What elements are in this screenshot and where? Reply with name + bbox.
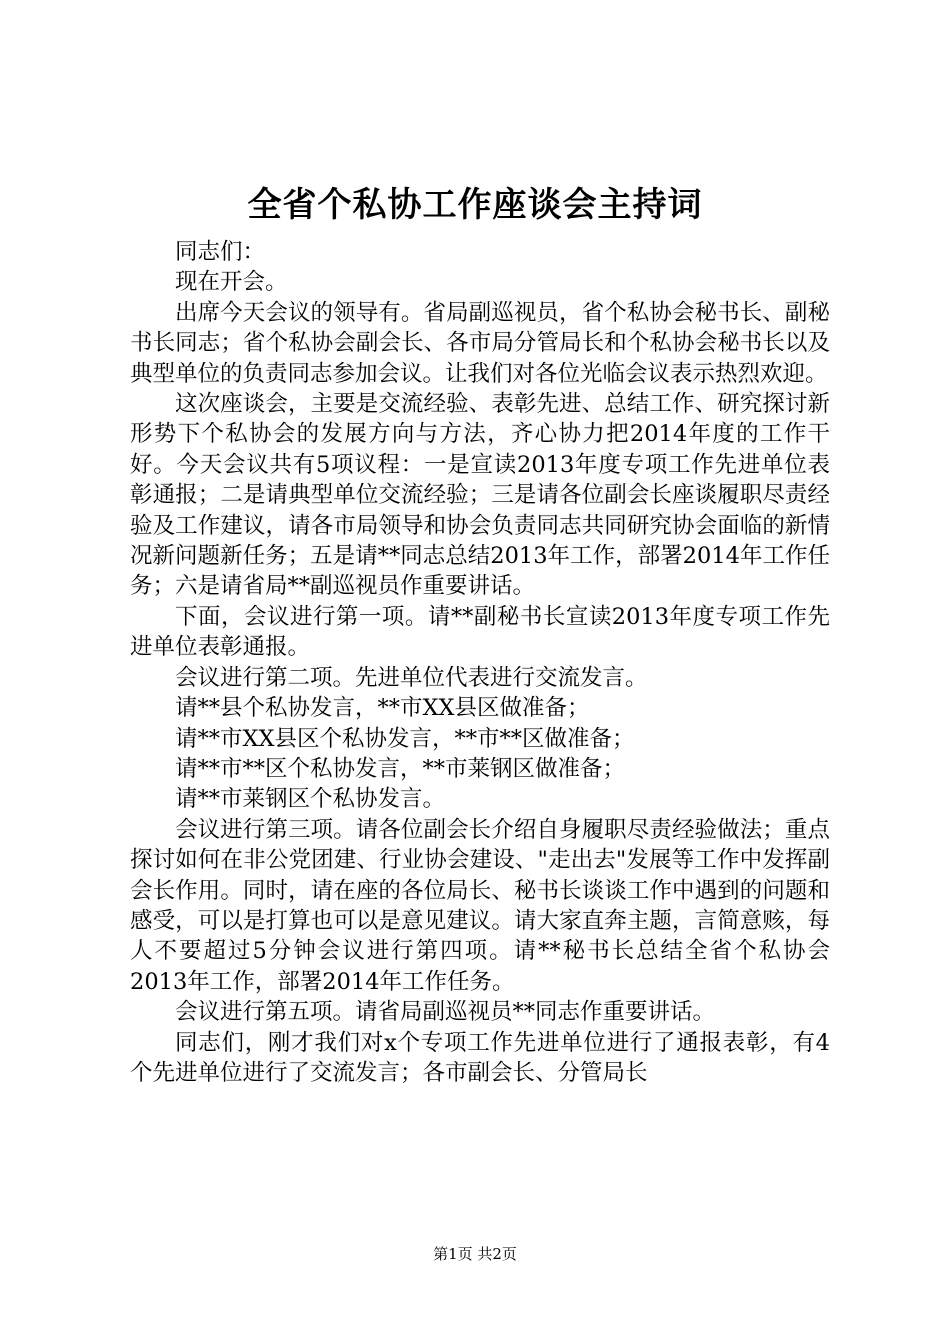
paragraph: 这次座谈会，主要是交流经验、表彰先进、总结工作、研究探讨新形势下个私协会的发展方向与方法，齐心协力把2014年度的工作干好。今天会议共有5项议程：一是宣读2013年度专项工作先进单位表彰通报；二是请典型单位交流经验；三是请各位副会长座谈履职尽责经验及工作建议，请各市局领导和协会负责同志共同研究协会面临的新情况新问题新任务；五是请**同志总结2013年工作，部署2014年工作任务；六是请省局**副巡视员作重要讲话。 [130,391,830,600]
paragraph: 请**市莱钢区个私协发言。 [175,786,446,813]
document-body [130,237,830,1088]
paragraph: 现在开会。 [175,269,288,296]
paragraph: 会议进行第五项。请省局副巡视员**同志作重要讲话。 [175,999,716,1026]
page-footer: 第1页 共2页 [433,1245,517,1263]
paragraph: 会议进行第三项。请各位副会长介绍自身履职尽责经验做法；重点探讨如何在非公党团建、行业协会建设、"走出去"发展等工作中发挥副会长作用。同时，请在座的各位局长、秘书长谈谈工作中遇到的问题和感受，可以是打算也可以是意见建议。请大家直奔主题，言简意赅，每人不要超过5分钟会议进行第四项。请**秘书长总结全省个私协会2013年工作，部署2014年工作任务。 [130,816,830,995]
paragraph: 出席今天会议的领导有。省局副巡视员，省个私协会秘书长、副秘书长同志；省个私协会副会长、各市局分管局长和个私协会秘书长以及典型单位的负责同志参加会议。让我们对各位光临会议表示热烈欢迎。 [130,299,830,387]
paragraph: 请**市**区个私协发言，**市莱钢区做准备； [175,755,626,782]
paragraph: 同志们，刚才我们对x个专项工作先进单位进行了通报表彰，有4个先进单位进行了交流发言；各市副会长、分管局长 [130,1029,830,1086]
paragraph: 会议进行第二项。先进单位代表进行交流发言。 [175,664,648,691]
paragraph: 请**市XX县区个私协发言，**市**区做准备； [175,725,635,752]
paragraph: 同志们： [175,239,266,265]
document-title: 全省个私协工作座谈会主持词 [247,185,703,225]
paragraph: 下面，会议进行第一项。请**副秘书长宣读2013年度专项工作先进单位表彰通报。 [130,603,830,661]
paragraph: 请**县个私协发言，**市XX县区做准备； [175,695,590,722]
